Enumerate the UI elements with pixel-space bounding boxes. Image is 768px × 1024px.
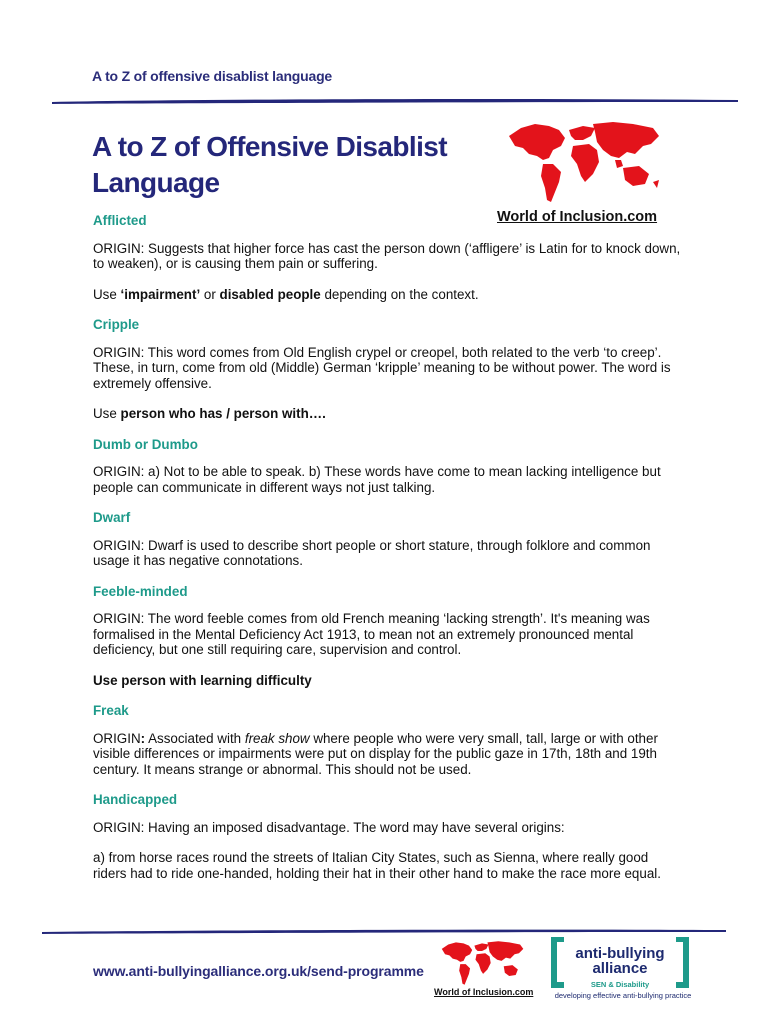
usage-alternative: Use person with learning difficulty (93, 672, 312, 688)
term-heading: Afflicted (93, 213, 147, 228)
usage-alternative: disabled people (219, 286, 321, 302)
usage-suffix: depending on the context. (320, 286, 479, 302)
term-heading: Handicapped (93, 792, 178, 807)
origin-text: ORIGIN: a) Not to be able to speak. b) These words have come to mean lacking intelligence but people can communicate in different ways not just talking. (93, 464, 661, 495)
origin-text: ORIGIN: This word comes from Old English crypel or creopel, both related to the verb ‘to creep’. These, in turn, come from old (Middle) German ‘kripple’ meaning to be without power. The word is extremely offensive. (93, 344, 671, 391)
usage-text (93, 673, 683, 689)
usage-alternative: ‘impairment’ (120, 286, 201, 302)
aba-logo-name (562, 946, 678, 976)
footer-logo-caption: World of Inclusion.com (434, 987, 534, 997)
origin-point: a) from horse races round the streets of Italian City States, such as Sienna, where really good riders had to ride one-handed, holding their hat in their other hand to make the race more equal. (93, 850, 661, 881)
aba-logo-tagline: developing effective anti-bullying practice (554, 991, 692, 1000)
origin-text: ORIGIN: The word feeble comes from old French meaning ‘lacking strength’. It's meaning was formalised in the Mental Deficiency Act 1913, to mean not an extremely pronounced mental deficiency, but one still requiring care, supervision and control. (93, 611, 650, 657)
usage-prefix: Use (93, 286, 121, 302)
origin-part: Associated with (145, 730, 245, 746)
running-header: A to Z of offensive disablist language (92, 68, 333, 84)
origin-part: where people who were very small, tall, large or with other visible differences or impairments were put on display for the public gaze in 17th, 18th and 19th century. It means strange or abnormal. This should not be used. (93, 730, 658, 777)
origin-label: ORIGIN (93, 730, 141, 746)
usage-text (93, 406, 683, 422)
header-divider (0, 96, 768, 106)
origin-text: ORIGIN: Suggests that higher force has cast the person down (‘affligere’ is Latin for to knock down, to weaken), or is causing them pain or suffering. (93, 240, 681, 271)
usage-text (93, 287, 683, 303)
page-title-line1: A to Z of Offensive Disablist (92, 131, 447, 162)
usage-prefix: Use (93, 406, 121, 421)
world-map-icon (438, 938, 526, 988)
term-heading: Dumb or Dumbo (93, 436, 198, 452)
term-heading: Freak (93, 703, 129, 718)
usage-connector: or (200, 286, 220, 302)
term-heading: Feeble-minded (93, 583, 188, 599)
aba-logo-subtitle: SEN & Disability (590, 980, 650, 989)
origin-emphasis: freak show (244, 730, 310, 746)
origin-text: ORIGIN: Dwarf is used to describe short people or short stature, through folklore and common usage it has negative connotations. (93, 537, 651, 568)
footer-divider (0, 927, 768, 937)
page-title (92, 129, 482, 201)
term-heading: Dwarf (93, 510, 131, 525)
usage-alternative: person who has / person with…. (120, 406, 326, 421)
aba-name-line: alliance (592, 960, 648, 977)
origin-text: ORIGIN: Having an imposed disadvantage. The word may have several origins: (93, 819, 565, 835)
origin-colon: : (140, 730, 146, 746)
logo-caption: World of Inclusion.com (497, 209, 658, 225)
glossary-content (93, 213, 683, 881)
footer-link[interactable]: www.anti-bullyingalliance.org.uk/send-programme (93, 963, 424, 979)
aba-name-line: anti-bullying (575, 945, 665, 962)
page-title-line2: Language (92, 167, 220, 198)
world-map-icon (503, 116, 663, 208)
term-heading: Cripple (93, 317, 140, 332)
origin-text (93, 731, 683, 778)
